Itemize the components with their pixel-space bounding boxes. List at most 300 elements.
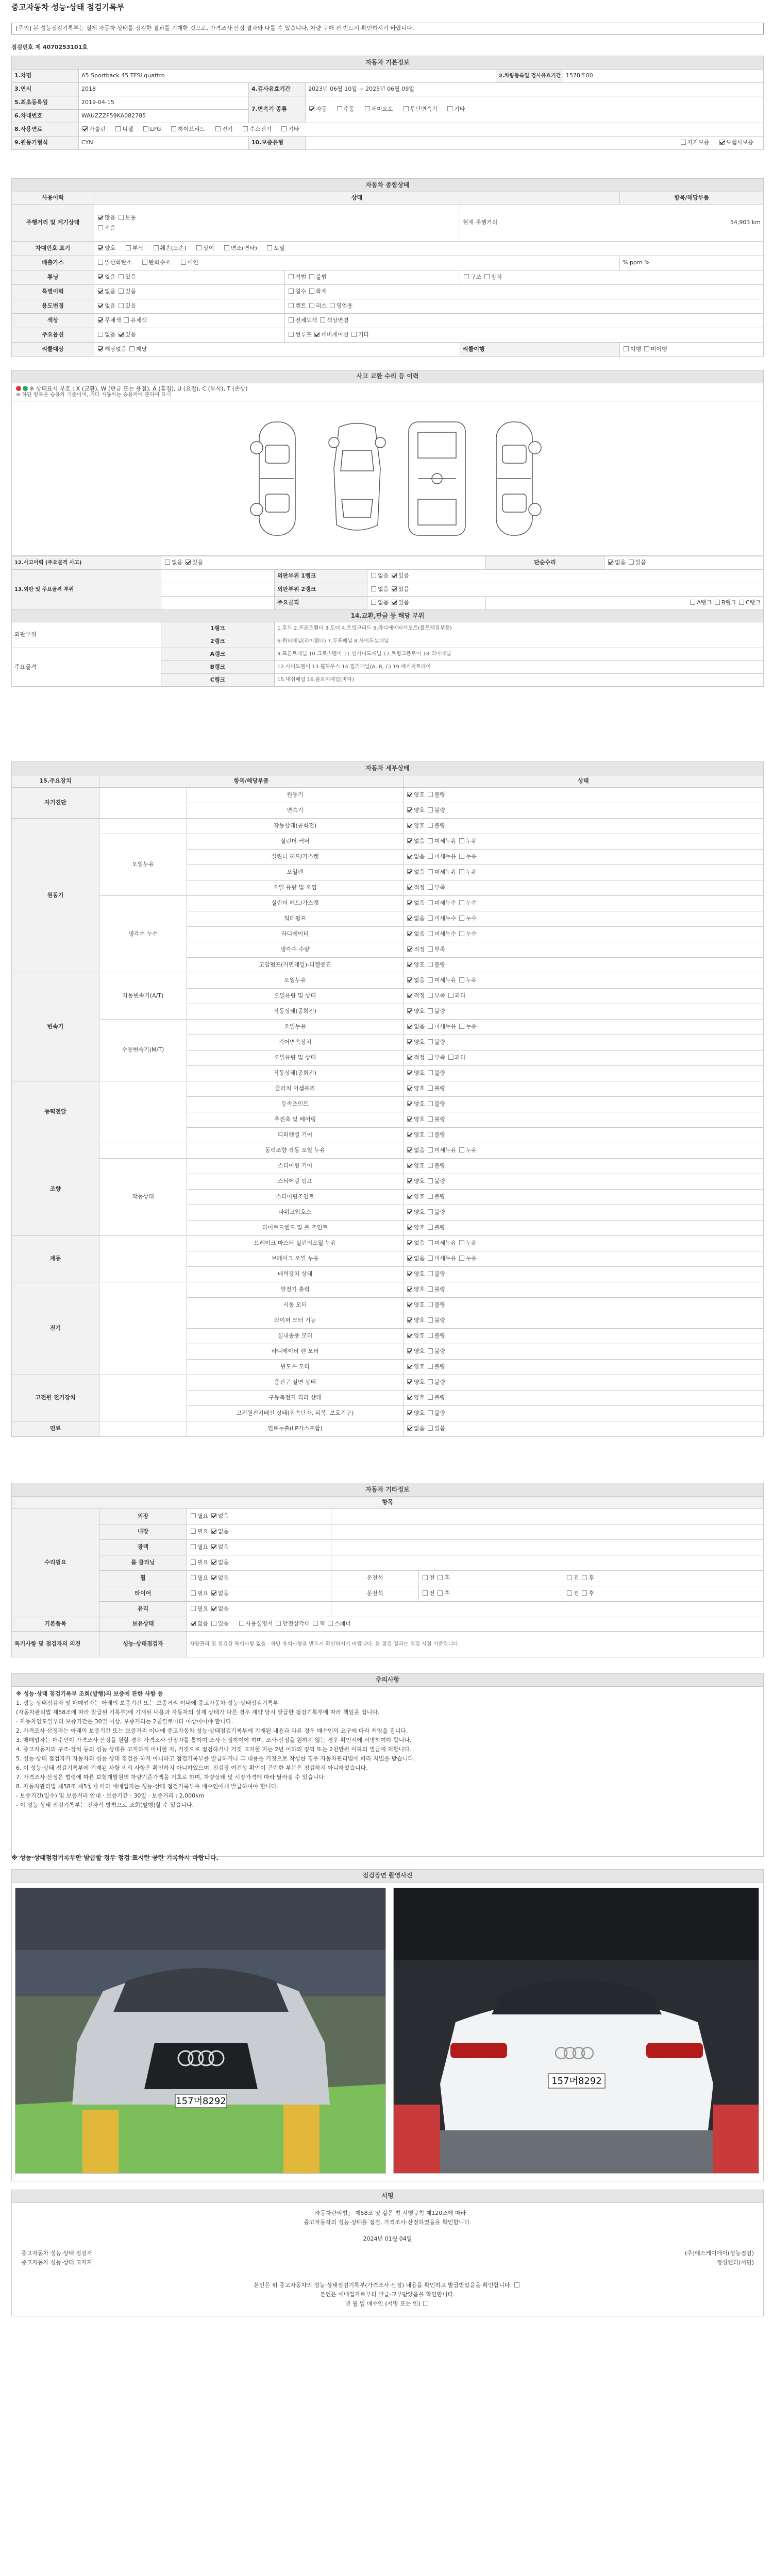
checkbox[interactable] (98, 332, 103, 337)
checkbox-checked[interactable] (407, 1194, 412, 1199)
checkbox[interactable] (459, 1147, 464, 1153)
checkbox[interactable] (428, 962, 433, 967)
checkbox[interactable] (428, 1055, 433, 1060)
checkbox[interactable] (428, 1379, 433, 1384)
option-label: 있음 (125, 331, 137, 338)
checkbox-checked[interactable] (314, 332, 320, 337)
option-label: 양호 (414, 791, 425, 799)
option-label: 불량 (434, 1332, 446, 1340)
checkbox-checked[interactable] (82, 126, 88, 131)
repair-item-label: 룸 클리닝 (99, 1555, 187, 1571)
checkbox-checked[interactable] (407, 792, 412, 797)
empty-cell (331, 1509, 764, 1524)
checkbox[interactable] (428, 1070, 433, 1075)
checkbox[interactable] (428, 977, 433, 982)
checkbox-checked[interactable] (407, 1379, 412, 1384)
option-label: 양호 (414, 1270, 425, 1278)
option-label: B랭크 (721, 599, 736, 606)
checkbox-checked[interactable] (407, 900, 412, 905)
checkbox-checked[interactable] (211, 1544, 216, 1549)
checkbox[interactable] (428, 1271, 433, 1276)
detail-state-options (404, 834, 764, 850)
checkbox-checked[interactable] (407, 1008, 412, 1013)
checkbox-checked[interactable] (407, 1039, 412, 1044)
option-label: 가솔린 (89, 126, 106, 133)
checkbox-checked[interactable] (407, 838, 412, 843)
checkbox[interactable] (191, 1575, 196, 1580)
checkbox[interactable] (243, 126, 248, 131)
checkbox-checked[interactable] (186, 560, 191, 565)
checkbox[interactable] (428, 807, 433, 812)
checkbox[interactable] (143, 126, 148, 131)
checkbox[interactable] (124, 317, 129, 323)
option-label: 없음 (414, 869, 425, 876)
checkbox[interactable] (289, 317, 294, 323)
inspection-period-value: 2023년 06월 10일 ~ 2025년 06월 09일 (306, 83, 764, 96)
checkbox[interactable] (129, 346, 135, 351)
checkbox[interactable] (211, 1621, 216, 1626)
checkbox[interactable] (371, 573, 376, 578)
option-label: 불량 (434, 1131, 446, 1139)
detail-state-options (404, 1174, 764, 1190)
checkbox[interactable] (330, 303, 335, 308)
checkbox[interactable] (126, 245, 131, 250)
option-label: 전 (429, 1590, 435, 1597)
checkbox[interactable] (309, 289, 314, 294)
checkbox[interactable] (196, 245, 201, 250)
checkbox[interactable] (428, 1348, 433, 1353)
checkbox-checked[interactable] (98, 317, 103, 323)
option-label: 불량 (434, 822, 446, 829)
checkbox[interactable] (428, 1286, 433, 1292)
checkbox[interactable] (289, 274, 294, 279)
checkbox[interactable] (428, 1086, 433, 1091)
checkbox[interactable] (567, 1575, 572, 1580)
checkbox[interactable] (582, 1590, 587, 1596)
option-label: 렌트 (295, 302, 307, 310)
device-group: 연료 (12, 1421, 99, 1437)
checkbox-checked[interactable] (407, 962, 412, 967)
checkbox[interactable] (428, 1426, 433, 1431)
checkbox[interactable] (459, 854, 464, 859)
accident-repair-heading: 사고 교환 수리 등 이력 (11, 370, 764, 383)
detail-item: 고압펌프(커먼레일)-디젤엔진 (187, 958, 404, 973)
checkbox[interactable] (351, 332, 357, 337)
checkbox[interactable] (119, 274, 124, 279)
checkbox[interactable] (514, 2282, 519, 2287)
checkbox[interactable] (428, 1178, 433, 1183)
checkbox-checked[interactable] (98, 215, 103, 220)
checkbox-checked[interactable] (98, 274, 103, 279)
checkbox[interactable] (404, 106, 409, 111)
checkbox-checked[interactable] (407, 946, 412, 952)
checkbox-checked[interactable] (608, 560, 613, 565)
detail-item: 타이로드엔드 및 볼 조인트 (187, 1221, 404, 1236)
label-text: 주행거리 및 계기상태 (26, 219, 80, 226)
checkbox-checked[interactable] (407, 823, 412, 828)
checkbox[interactable] (428, 1317, 433, 1323)
checkbox[interactable] (428, 1410, 433, 1415)
option-label: 후 (589, 1574, 594, 1582)
checkbox[interactable] (224, 245, 229, 250)
option-label: 있음 (398, 586, 410, 593)
checkbox[interactable] (309, 303, 314, 308)
col-condition: 상태 (404, 775, 764, 788)
caution-item: - 이 성능·상태 점검기록부는 전자적 방법으로 조회(발행)할 수 있습니다. (16, 1801, 194, 1808)
option-label: LPG (150, 126, 161, 133)
checkbox[interactable] (448, 993, 453, 998)
option-label: 불량 (434, 1224, 446, 1231)
detail-state-options (404, 880, 764, 896)
checkbox[interactable] (438, 1590, 443, 1596)
checkbox[interactable] (428, 1163, 433, 1168)
col-usage-history: 사용이력 (12, 192, 94, 205)
option-label: 부족 (434, 992, 446, 999)
checkbox[interactable] (98, 225, 103, 230)
detail-state-options (404, 1112, 764, 1128)
checkbox-checked[interactable] (407, 1302, 412, 1307)
checkbox[interactable] (171, 126, 176, 131)
option-label: 불량 (434, 1193, 446, 1200)
option-label: 불량 (434, 1178, 446, 1185)
checkbox[interactable] (428, 885, 433, 890)
checkbox[interactable] (428, 1008, 433, 1013)
checkbox[interactable] (428, 1132, 433, 1137)
checkbox[interactable] (447, 106, 452, 111)
checkbox-checked[interactable] (98, 245, 103, 250)
checkbox[interactable] (119, 303, 124, 308)
label-panel-frame: 13.외판 및 주요골격 부위 (12, 569, 161, 609)
caution-item: 4. 중고자동차의 구조·장치 등의 성능·상태를 고지하지 아니한 자, 거짓으로 점검하거나 거짓 고지한 자는 2년 이하의 징역 또는 2천만원 이하의 벌금에 처합니다. (16, 1745, 412, 1753)
checkbox[interactable] (428, 916, 433, 921)
checkbox[interactable] (191, 1513, 196, 1518)
checkbox[interactable] (191, 1529, 196, 1534)
checkbox-checked[interactable] (407, 1348, 412, 1353)
detail-state-options (404, 1066, 764, 1081)
notifier-label: 중고자동차 성능·상태 고지자 (21, 2259, 93, 2266)
option-label: 없음 (414, 1023, 425, 1030)
repair-item-label: 타이어 (99, 1586, 187, 1602)
checkbox[interactable] (191, 1560, 196, 1565)
checkbox[interactable] (98, 260, 103, 265)
checkbox[interactable] (459, 869, 464, 874)
checkbox[interactable] (309, 274, 314, 279)
detail-state-options (404, 1360, 764, 1375)
label-usage-change: 용도변경 (12, 299, 94, 314)
checkbox-checked[interactable] (211, 1590, 216, 1596)
checkbox[interactable] (428, 1240, 433, 1245)
detail-item: 추진축 및 베어링 (187, 1112, 404, 1128)
checkbox[interactable] (267, 245, 272, 250)
label-simple-repair: 단순수리 (486, 556, 604, 569)
checkbox-checked[interactable] (407, 1426, 412, 1431)
repair-item-label: 광택 (99, 1540, 187, 1555)
checkbox-checked[interactable] (407, 1395, 412, 1400)
checkbox-checked[interactable] (407, 869, 412, 874)
rear-car-image (394, 1888, 759, 2174)
option-label: 없음 (217, 1590, 229, 1597)
checkbox[interactable] (428, 946, 433, 952)
checkbox-checked[interactable] (211, 1513, 216, 1518)
option-label: 양호 (414, 1193, 425, 1200)
checkbox[interactable] (567, 1590, 572, 1596)
checkbox[interactable] (119, 215, 124, 220)
detail-row (12, 834, 764, 850)
option-label: 없음 (105, 331, 116, 338)
option-label: 있음 (125, 274, 137, 281)
checkbox[interactable] (428, 1116, 433, 1122)
parts-rank-label: B랭크 (161, 660, 275, 673)
checkbox[interactable] (644, 346, 649, 351)
legend-block (11, 383, 764, 401)
checkbox-checked[interactable] (407, 807, 412, 812)
option-label: 누수 (465, 900, 477, 907)
option-label: 불량 (434, 1379, 446, 1386)
checkbox-checked[interactable] (719, 140, 725, 145)
detail-item: 기어변속장치 (187, 1035, 404, 1050)
checkbox-checked[interactable] (407, 885, 412, 890)
option-label: 잭 (319, 1620, 325, 1628)
checkbox[interactable] (428, 900, 433, 905)
checkbox-checked[interactable] (392, 573, 397, 578)
checkbox-checked[interactable] (407, 1178, 412, 1183)
checkbox[interactable] (281, 126, 287, 131)
option-label: 부족 (434, 946, 446, 953)
checkbox-checked[interactable] (407, 1116, 412, 1122)
checkbox[interactable] (459, 931, 464, 936)
detail-state-options (404, 1329, 764, 1344)
checkbox[interactable] (428, 854, 433, 859)
checkbox[interactable] (428, 1364, 433, 1369)
checkbox[interactable] (624, 346, 629, 351)
checkbox[interactable] (191, 1606, 196, 1611)
checkbox[interactable] (428, 1194, 433, 1199)
option-label: 사용설명서 (245, 1620, 273, 1628)
option-label: 없음 (197, 1620, 209, 1628)
checkbox-checked[interactable] (98, 346, 103, 351)
checkbox[interactable] (459, 1256, 464, 1261)
checkbox[interactable] (191, 1544, 196, 1549)
inspector-row (16, 2244, 759, 2267)
checkbox[interactable] (428, 1147, 433, 1153)
checkbox[interactable] (428, 1024, 433, 1029)
signature-section (11, 2190, 764, 2316)
checkbox-checked[interactable] (407, 1333, 412, 1338)
checkbox[interactable] (428, 869, 433, 874)
option-label: 누유 (465, 977, 477, 984)
checkbox[interactable] (423, 1590, 428, 1596)
checkbox-checked[interactable] (211, 1529, 216, 1534)
checkbox-checked[interactable] (407, 1240, 412, 1245)
checkbox-checked[interactable] (407, 1271, 412, 1276)
checkbox[interactable] (239, 1621, 244, 1626)
repair-need-options (187, 1586, 331, 1602)
checkbox-checked[interactable] (407, 977, 412, 982)
checkbox-checked[interactable] (407, 1024, 412, 1029)
checkbox-checked[interactable] (98, 289, 103, 294)
checkbox[interactable] (428, 792, 433, 797)
checkbox[interactable] (165, 560, 170, 565)
checkbox[interactable] (337, 106, 342, 111)
option-label: 해당없음 (105, 346, 127, 353)
detail-item: 오일누유 (187, 1020, 404, 1035)
detail-state-options (404, 911, 764, 927)
checkbox-checked[interactable] (407, 1410, 412, 1415)
checkbox[interactable] (371, 586, 376, 591)
legend-note: ※ 하단 항목은 승용차 기준이며, 기타 자동차는 승용차에 준하여 표시 (16, 392, 171, 398)
signature-block (11, 2203, 764, 2316)
checkbox[interactable] (289, 303, 294, 308)
checkbox[interactable] (428, 1225, 433, 1230)
option-label: 없음 (378, 599, 389, 606)
checkbox[interactable] (423, 2301, 428, 2306)
option-label: 전체도색 (295, 317, 317, 324)
checkbox[interactable] (428, 838, 433, 843)
option-label: 자동 (316, 106, 327, 113)
checkbox-checked[interactable] (211, 1575, 216, 1580)
repair-need-row (12, 1509, 764, 1524)
device-subgroup (99, 819, 187, 834)
checkbox[interactable] (459, 838, 464, 843)
repair-need-row (12, 1571, 764, 1586)
checkbox[interactable] (459, 1024, 464, 1029)
checkbox-checked[interactable] (407, 931, 412, 936)
detail-row (12, 1375, 764, 1391)
option-label: 있음 (434, 1425, 446, 1432)
checkbox[interactable] (115, 126, 121, 131)
checkbox[interactable] (464, 274, 469, 279)
option-label: 무채색 (105, 317, 121, 324)
checkbox-checked[interactable] (211, 1606, 216, 1611)
checkbox-checked[interactable] (191, 1621, 196, 1626)
repair-need-options (187, 1509, 331, 1524)
checkbox[interactable] (459, 1240, 464, 1245)
checkbox-checked[interactable] (407, 1364, 412, 1369)
checkbox[interactable] (371, 600, 376, 605)
checkbox-checked[interactable] (407, 1163, 412, 1168)
checkbox-checked[interactable] (407, 1225, 412, 1230)
checkbox[interactable] (365, 106, 370, 111)
caution-item: 7. 가격조사·산정은 법령에 따른 보험개발원의 차량기준가액을 기초로 하며, 차량상태 및 시장가격에 따라 달라질 수 있습니다. (16, 1773, 326, 1781)
detail-state-options (404, 819, 764, 834)
detail-item: 라디에이터 팬 모터 (187, 1344, 404, 1360)
checkbox[interactable] (423, 1575, 428, 1580)
checkbox-checked[interactable] (407, 1147, 412, 1153)
repair-need-row (12, 1555, 764, 1571)
option-label: 없음 (378, 572, 389, 580)
detail-item: 스티어링 기어 (187, 1159, 404, 1174)
checkbox[interactable] (328, 1621, 333, 1626)
checkbox-checked[interactable] (407, 854, 412, 859)
option-label: 있음 (125, 302, 137, 310)
main-options-options (94, 328, 285, 343)
checkbox[interactable] (459, 900, 464, 905)
tire-position-options (563, 1571, 764, 1586)
option-label: 양호 (414, 822, 425, 829)
checkbox[interactable] (690, 600, 695, 605)
checkbox[interactable] (119, 289, 124, 294)
checkbox[interactable] (448, 1055, 453, 1060)
checkbox-checked[interactable] (407, 1086, 412, 1091)
parts-rank-values: 15.대쉬패널 16.플로어패널(바닥) (275, 673, 764, 686)
detail-row (12, 1143, 764, 1159)
checkbox[interactable] (715, 600, 720, 605)
device-subgroup: 작동상태 (99, 1159, 187, 1236)
checkbox[interactable] (438, 1575, 443, 1580)
document-number (11, 44, 764, 51)
checkbox-checked[interactable] (407, 1209, 412, 1214)
checkbox[interactable] (142, 260, 147, 265)
checkbox-checked[interactable] (211, 1560, 216, 1565)
checkbox[interactable] (215, 126, 221, 131)
checkbox[interactable] (428, 1256, 433, 1261)
checkbox[interactable] (739, 600, 744, 605)
checkbox[interactable] (191, 1590, 196, 1596)
checkbox-checked[interactable] (407, 1055, 412, 1060)
checkbox[interactable] (428, 1333, 433, 1338)
checkbox-checked[interactable] (407, 916, 412, 921)
checkbox[interactable] (484, 274, 490, 279)
checkbox-checked[interactable] (407, 1132, 412, 1137)
checkbox-checked[interactable] (392, 586, 397, 591)
checkbox[interactable] (276, 1621, 281, 1626)
checkbox[interactable] (629, 560, 634, 565)
checkbox-checked[interactable] (407, 1101, 412, 1106)
col-item-part: 항목/해당부품 (99, 775, 404, 788)
checkbox[interactable] (428, 1101, 433, 1106)
label-car-name: 1.차명 (12, 70, 79, 83)
checkbox-checked[interactable] (407, 1070, 412, 1075)
checkbox[interactable] (313, 1621, 318, 1626)
checkbox[interactable] (428, 1209, 433, 1214)
checkbox[interactable] (428, 993, 433, 998)
checkbox[interactable] (459, 916, 464, 921)
checkbox-checked[interactable] (407, 1286, 412, 1292)
checkbox-checked[interactable] (98, 303, 103, 308)
checkbox[interactable] (428, 1302, 433, 1307)
detail-state-options (404, 1344, 764, 1360)
checkbox[interactable] (289, 289, 294, 294)
checkbox-checked[interactable] (407, 993, 412, 998)
option-label: 미세누유 (434, 1023, 457, 1030)
checkbox[interactable] (428, 823, 433, 828)
checkbox[interactable] (320, 317, 325, 323)
checkbox[interactable] (428, 1039, 433, 1044)
overall-status-section (11, 178, 764, 357)
checkbox[interactable] (582, 1575, 587, 1580)
label-recall: 리콜대상 (12, 343, 94, 357)
checkbox[interactable] (154, 245, 159, 250)
checkbox-checked[interactable] (392, 600, 397, 605)
checkbox-checked[interactable] (407, 1317, 412, 1323)
checkbox[interactable] (428, 1395, 433, 1400)
repair-need-group: 수리필요 (12, 1509, 99, 1617)
checkbox[interactable] (459, 977, 464, 982)
checkbox-checked[interactable] (407, 1256, 412, 1261)
option-label: 안전삼각대 (282, 1620, 310, 1628)
buyer-confirm-3 (16, 2299, 759, 2309)
checkbox[interactable] (681, 140, 686, 145)
main-options-types (285, 328, 764, 343)
checkbox-checked[interactable] (309, 106, 314, 111)
checkbox[interactable] (289, 332, 294, 337)
checkbox[interactable] (181, 260, 186, 265)
checkbox[interactable] (428, 931, 433, 936)
detail-state-options (404, 942, 764, 958)
basic-items-options (187, 1617, 764, 1632)
checkbox-checked[interactable] (119, 332, 124, 337)
option-label: 필요 (197, 1513, 209, 1520)
